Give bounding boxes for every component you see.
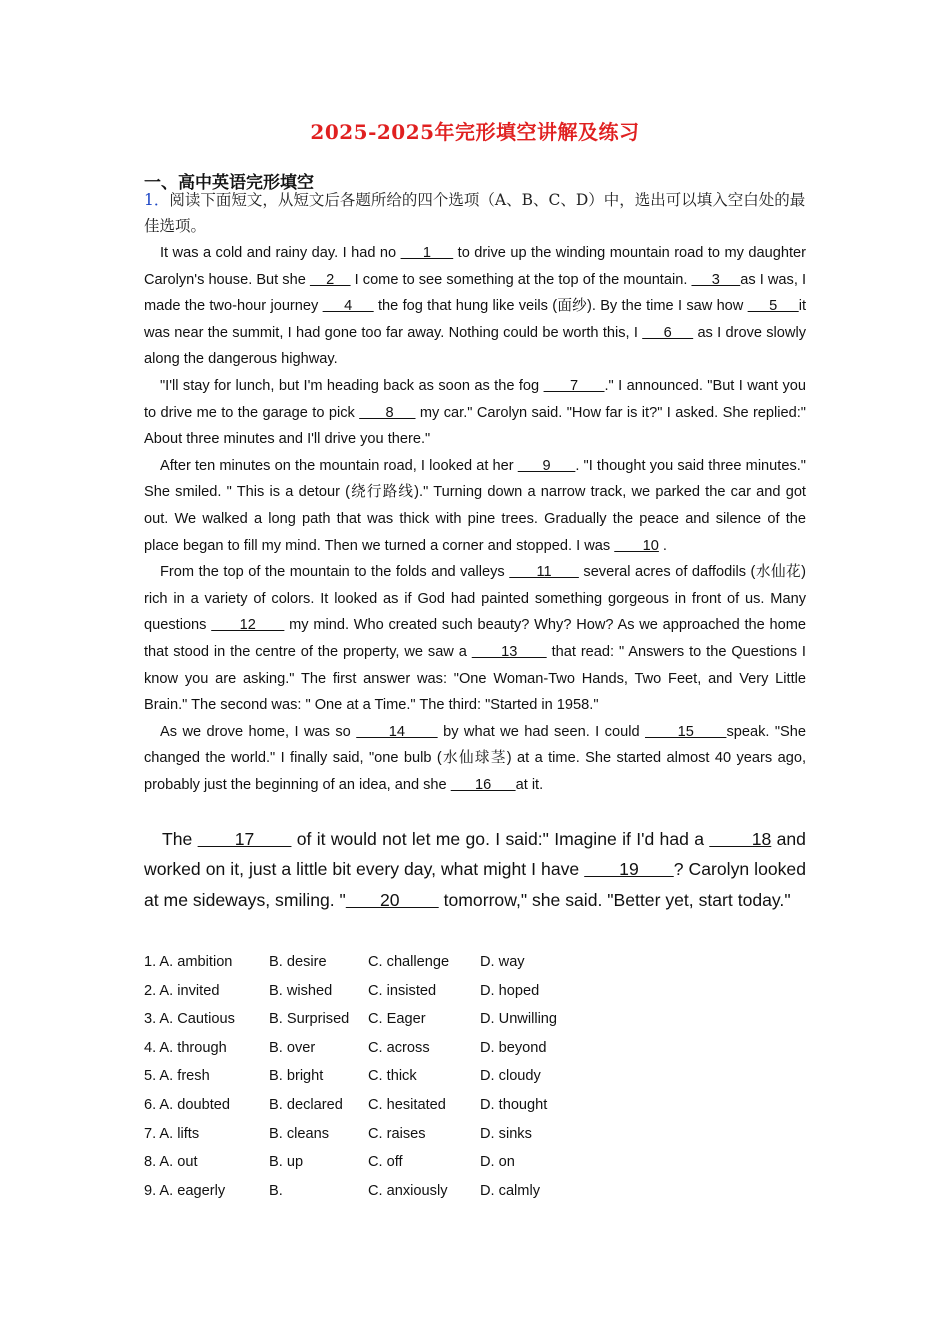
option-b: B. desire xyxy=(269,954,327,970)
answer-blank: 18 xyxy=(709,829,772,849)
passage-text: . "I thought you said three minutes." She smiled. " This is a detour (绕行路线)." Turning down a narrow track, we parked the car and got out. We walked a long path that was thick with pine trees. Gradually the peace and silence of the place began to fill my mind. Then we turned a corner and stopped. I was xyxy=(144,457,806,554)
passage-text: of it would not let me go. I said:" Imagine if I'd had a xyxy=(291,829,710,849)
option-a: 2. A. invited xyxy=(144,982,220,999)
answer-blank: 1 xyxy=(400,245,454,261)
passage-text: From the top of the mountain to the folds and valleys xyxy=(160,564,510,581)
answer-blank: 17 xyxy=(197,829,292,849)
option-a: 3. A. Cautious xyxy=(144,1011,235,1028)
option-b: B. up xyxy=(269,1154,304,1171)
question-number: 1． xyxy=(144,191,170,209)
option-d: D. beyond xyxy=(480,1039,547,1056)
paragraph-1 xyxy=(144,240,806,373)
passage-text: The xyxy=(162,829,198,849)
option-a: 4. A. through xyxy=(144,1039,227,1056)
passage-body xyxy=(144,240,806,798)
answer-blank: 20 xyxy=(345,889,439,910)
option-d: D. on xyxy=(480,1154,515,1171)
passage-text: several acres of daffodils (水仙花) rich in a variety of colors. It looked as if God had painted something gorgeous in front of us. Many questions xyxy=(144,564,806,634)
passage-text: . xyxy=(658,537,667,554)
answer-blank: 16 xyxy=(450,776,516,793)
passage-text: tomorrow," she said. "Better yet, start today." xyxy=(438,889,791,910)
option-b: B. bright xyxy=(269,1068,324,1085)
paragraph-5 xyxy=(144,719,806,799)
answer-blank: 14 xyxy=(356,723,438,740)
passage-text: the fog that hung like veils (面纱). By the time I saw how xyxy=(373,298,748,315)
passage-text: speak. "She changed the world." I finally said, "one bulb (水仙球茎) at a time. She started almost 40 years ago, probably just the beginning of an idea, and she xyxy=(144,723,807,793)
option-c: C. raises xyxy=(368,1125,426,1142)
option-a: 5. A. fresh xyxy=(144,1068,210,1085)
instruction-text: 阅读下面短文，从短文后各题所给的四个选项（A、B、C、D）中，选出可以填入空白处的最佳选项。 xyxy=(144,191,806,235)
passage-text: that read: " Answers to the Questions I know you are asking." The first answer was: "One Woman-Two Hands, Two Feet, and Very Little Brain." The second was: " One at a Time." The third: "Started in 1958." xyxy=(144,643,806,714)
page-title: 2025-2025年完形填空讲解及练习 xyxy=(310,120,640,144)
option-a: 8. A. out xyxy=(144,1154,198,1171)
passage-text: and worked on it, just a little bit every day, what might I have xyxy=(144,829,806,880)
option-b: B. over xyxy=(269,1039,316,1056)
answer-blank: 11 xyxy=(509,564,579,581)
option-a: 1. A. ambition xyxy=(144,954,233,970)
passage-text: "I'll stay for lunch, but I'm heading back as soon as the fog xyxy=(160,377,544,394)
passage-text: ." I announced. "But I want you to drive me to the garage to pick xyxy=(144,377,806,421)
option-c: C. thick xyxy=(368,1068,417,1085)
answer-blank: 4 xyxy=(322,298,374,315)
answer-blank: 8 xyxy=(359,404,416,421)
answer-blank: 19 xyxy=(584,859,674,880)
option-c: C. Eager xyxy=(368,1011,426,1028)
option-a: 6. A. doubted xyxy=(144,1096,231,1113)
option-b: B. cleans xyxy=(269,1125,330,1142)
passage-text: as I drove slowly along the dangerous highway. xyxy=(144,324,806,368)
option-b: B. wished xyxy=(269,982,333,999)
answer-blank: 9 xyxy=(517,457,576,474)
answer-blank: 3 xyxy=(691,271,741,288)
option-d: D. hoped xyxy=(480,982,540,999)
option-d: D. thought xyxy=(480,1096,548,1113)
option-d: D. way xyxy=(480,954,525,970)
answer-blank: 15 xyxy=(645,723,727,740)
passage-text: it was near the summit, I had gone too far away. Nothing could be worth this, I xyxy=(144,298,806,341)
option-c: C. across xyxy=(368,1039,430,1056)
option-c: C. challenge xyxy=(368,954,450,970)
question-instruction xyxy=(144,187,806,239)
passage-text: my mind. Who created such beauty? Why? How? As we approached the home that stood in the centre of the property, we saw a xyxy=(144,617,806,660)
option-c: C. hesitated xyxy=(368,1096,446,1113)
answer-blank: 13 xyxy=(471,643,547,660)
option-d: D. sinks xyxy=(480,1125,532,1142)
option-a: 9. A. eagerly xyxy=(144,1182,226,1199)
option-c: C. anxiously xyxy=(368,1182,448,1199)
option-a: 7. A. lifts xyxy=(144,1125,200,1142)
passage-text: I come to see something at the top of the mountain. xyxy=(350,271,692,288)
answer-blank: 12 xyxy=(211,617,285,634)
passage-text: ? Carolyn looked at me sideways, smiling. " xyxy=(144,859,807,910)
passage-text: as I was, I made the two-hour journey xyxy=(144,271,806,315)
answer-blank: 6 xyxy=(642,324,694,341)
option-d: D. cloudy xyxy=(480,1068,541,1085)
section-heading: 一、高中英语完形填空 xyxy=(144,173,314,193)
answer-blank: 7 xyxy=(543,377,605,394)
passage-body-large xyxy=(144,824,806,915)
option-d: D. Unwilling xyxy=(480,1011,558,1028)
paragraph-4 xyxy=(144,559,806,719)
passage-text: After ten minutes on the mountain road, I looked at her xyxy=(160,457,518,474)
passage-text: by what we had seen. I could xyxy=(437,723,645,740)
passage-text: my car." Carolyn said. "How far is it?" I asked. She replied:" About three minutes and I'll drive you there." xyxy=(144,404,806,448)
answer-blank: 5 xyxy=(747,298,799,315)
option-d: D. calmly xyxy=(480,1182,540,1199)
passage-text: As we drove home, I was so xyxy=(160,723,357,740)
passage-text: to drive up the winding mountain road to my daughter Carolyn's house. But she xyxy=(144,245,806,288)
answer-blank: 2 xyxy=(309,271,351,288)
passage-text: at it. xyxy=(515,776,544,793)
option-b: B. Surprised xyxy=(269,1011,350,1028)
paragraph-6 xyxy=(144,824,806,915)
option-c: C. off xyxy=(368,1154,403,1171)
option-b: B. xyxy=(269,1182,283,1199)
paragraph-3 xyxy=(144,453,806,559)
option-b: B. declared xyxy=(269,1096,343,1113)
passage-text: It was a cold and rainy day. I had no xyxy=(160,245,401,261)
answer-blank: 10 xyxy=(614,537,659,554)
option-c: C. insisted xyxy=(368,982,437,999)
paragraph-2 xyxy=(144,373,806,453)
